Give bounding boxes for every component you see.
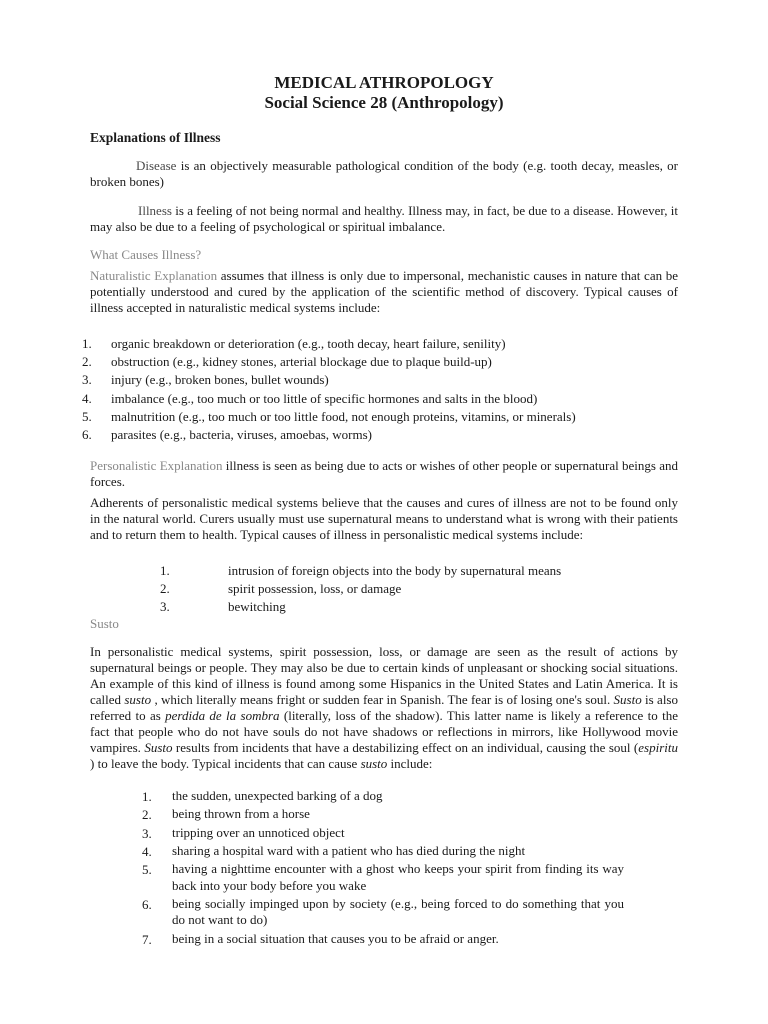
adherents-paragraph: Adherents of personalistic medical systems believe that the causes and cures of illness are not to be found only in the natural world. Curers usually must use supernatural means to understand what is wrong with their patients and to return them to health. Typical causes of illness in personalistic medical systems include: [90,495,678,542]
disease-text: is an objectively measurable pathological condition of the body (e.g. tooth decay, measles, or broken bones) [90,158,678,189]
list-item: 2. spirit possession, loss, or damage [160,581,402,597]
naturalistic-term: Naturalistic Explanation [90,268,218,283]
illness-term: Illness [138,203,172,218]
list-item: 6. being socially impinged upon by society (e.g., being forced to do something that you do not want to do) [142,895,624,928]
personalistic-paragraph [90,458,678,490]
list-item: 1. the sudden, unexpected barking of a dog [142,788,383,804]
disease-term: Disease [136,158,177,173]
naturalistic-causes-list [82,335,682,444]
list-item: 6. parasites (e.g., bacteria, viruses, amoebas, worms) [82,427,372,443]
personalistic-text: illness is seen as being due to acts or wishes of other people or supernatural beings and forces. [90,458,678,489]
list-item: 1. intrusion of foreign objects into the body by supernatural means [160,563,562,578]
list-item: 3. injury (e.g., broken bones, bullet wounds) [82,372,329,388]
illness-text: is a feeling of not being normal and healthy. Illness may, in fact, be due to a disease. However, it may also be due to a feeling of psychological or spiritual imbalance. [90,203,678,234]
naturalistic-text: assumes that illness is only due to impersonal, mechanistic causes in nature that can be potentially understood and cured by the application of the scientific method of discovery. Typical causes of illness accepted in naturalistic medical systems include: [90,268,679,315]
illness-paragraph [90,203,678,235]
susto-paragraph: In personalistic medical systems, spirit possession, loss, or damage are seen as the result of actions by supernatural beings or people. They may also be due to certain kinds of unpleasant or shocking social situations. An example of this kind of illness is found among some Hispanics in the United States and Latin America. It is called susto , which literally means fright or sudden fear in Spanish. The fear is of losing one's soul. Susto is also referred to as perdida de la sombra (literally, loss of the shadow). This latter name is likely a reference to the fact that people who do not have souls do not have shadows or reflections in mirrors, like Hollywood movie vampires. Susto results from incidents that have a destabilizing effect on an individual, causing the soul (espiritu ) to leave the body. Typical incidents that can cause susto include: [90,644,678,771]
disease-paragraph [90,158,678,190]
document-title: MEDICAL ATHROPOLOGY [274,73,494,92]
list-item: 4. sharing a hospital ward with a patient who has died during the night [142,842,526,859]
personalistic-term: Personalistic Explanation [90,458,223,473]
susto-heading: Susto [90,616,119,631]
list-item: 5. having a nighttime encounter with a ghost who keeps your spirit from finding its way back into your body before you wake [142,861,624,893]
list-item: 7. being in a social situation that causes you to be afraid or anger. [142,930,499,947]
list-item: 2. being thrown from a horse [142,806,310,823]
list-item: 1. organic breakdown or deterioration (e.g., tooth decay, heart failure, senility) [82,336,506,351]
list-item: 2. obstruction (e.g., kidney stones, arterial blockage due to plaque build-up) [82,354,492,370]
naturalistic-paragraph [90,268,678,316]
personalistic-causes-list [160,562,660,617]
list-item: 3. bewitching [160,599,286,615]
causes-heading: What Causes Illness? [90,247,202,262]
section-heading: Explanations of Illness [90,130,221,145]
list-item: 3. tripping over an unnoticed object [142,824,345,841]
list-item: 5. malnutrition (e.g., too much or too little food, not enough proteins, vitamins, or minerals) [82,408,576,424]
susto-incidents-list [142,788,624,949]
list-item: 4. imbalance (e.g., too much or too little of specific hormones and salts in the blood) [82,390,538,406]
document-subtitle: Social Science 28 (Anthropology) [264,93,504,112]
